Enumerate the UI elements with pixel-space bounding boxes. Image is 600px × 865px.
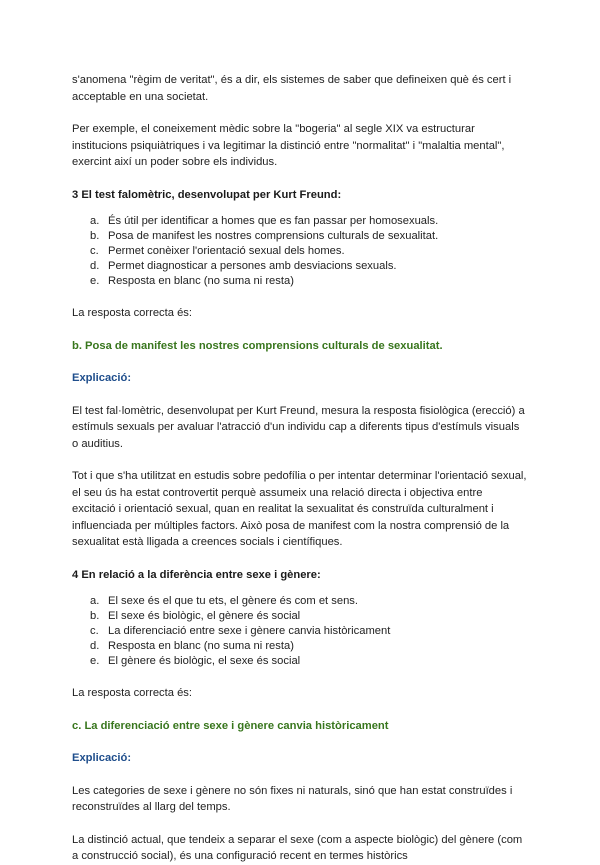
question-3-option-b (90, 229, 528, 244)
question-3-option-d (90, 259, 528, 274)
question-4-explanation-label: Explicació: (72, 752, 132, 764)
question-4-option-a (90, 594, 528, 609)
option-letter: d. (90, 640, 100, 652)
question-4-option-e (90, 654, 528, 669)
question-4-options (72, 594, 528, 669)
option-text: La diferenciació entre sexe i gènere canvia històricament (108, 625, 391, 637)
question-3-explanation-paragraph-2: Tot i que s'ha utilitzat en estudis sobre pedofília o per intentar determinar l'orientació sexual, el seu ús ha estat controvertit perquè assumeix una relació directa i objectiva entre excitació i orientació sexual, quan en realitat la sexualitat és construïda culturalment i influenciada per múltiples factors. Això posa de manifest com la nostra comprensió de la sexualitat està lligada a creences socials i científiques. (72, 470, 527, 548)
question-4-explanation-paragraph-1: Les categories de sexe i gènere no són fixes ni naturals, sinó que han estat construïdes i reconstruïdes al llarg del temps. (72, 784, 513, 813)
question-3-correct-label: La resposta correcta és: (72, 307, 193, 319)
question-3-option-a (90, 214, 528, 229)
intro-continuation-paragraph: s'anomena "règim de veritat", és a dir, els sistemes de saber que defineixen què és cert i acceptable en una societat. (72, 74, 512, 103)
option-letter: a. (90, 595, 100, 607)
question-3-correct-answer: b. Posa de manifest les nostres comprensions culturals de sexualitat. (72, 339, 443, 352)
option-text: Permet diagnosticar a persones amb desviacions sexuals. (108, 260, 397, 272)
question-3-option-c (90, 244, 528, 259)
option-letter: b. (90, 230, 100, 242)
option-letter: b. (90, 610, 100, 622)
question-3-heading: 3 El test falomètric, desenvolupat per Kurt Freund: (72, 188, 342, 201)
option-letter: c. (90, 625, 99, 637)
question-3-explanation-label: Explicació: (72, 372, 132, 384)
option-letter: a. (90, 215, 100, 227)
question-3-option-e (90, 274, 528, 289)
question-3-options (72, 214, 528, 289)
option-text: El sexe és biològic, el gènere és social (108, 610, 301, 622)
option-text: És útil per identificar a homes que es fan passar per homosexuals. (108, 215, 439, 227)
option-letter: d. (90, 260, 100, 272)
option-text: El gènere és biològic, el sexe és social (108, 655, 301, 667)
option-letter: e. (90, 655, 100, 667)
question-4-correct-label: La resposta correcta és: (72, 687, 193, 699)
question-4-correct-answer: c. La diferenciació entre sexe i gènere canvia històricament (72, 719, 389, 732)
question-4-option-c (90, 624, 528, 639)
option-letter: e. (90, 275, 100, 287)
option-text: El sexe és el que tu ets, el gènere és com et sens. (108, 595, 358, 607)
option-text: Resposta en blanc (no suma ni resta) (108, 640, 294, 652)
document-page (72, 72, 528, 865)
option-text: Permet conèixer l'orientació sexual dels homes. (108, 245, 345, 257)
option-text: Posa de manifest les nostres comprensions culturals de sexualitat. (108, 230, 439, 242)
intro-example-paragraph: Per exemple, el coneixement mèdic sobre la "bogeria" al segle XIX va estructurar institucions psiquiàtriques i va legitimar la distinció entre "normalitat" i "malaltia mental", exercint així un poder sobre els individus. (72, 123, 505, 168)
question-4-option-b (90, 609, 528, 624)
question-4-option-d (90, 639, 528, 654)
question-4-explanation-paragraph-2: La distinció actual, que tendeix a separar el sexe (com a aspecte biològic) del gènere (com a construcció social), és una configuració recent en termes històrics (72, 833, 523, 862)
question-4-heading: 4 En relació a la diferència entre sexe i gènere: (72, 568, 321, 581)
option-text: Resposta en blanc (no suma ni resta) (108, 275, 294, 287)
option-letter: c. (90, 245, 99, 257)
question-3-explanation-paragraph-1: El test fal·lomètric, desenvolupat per Kurt Freund, mesura la resposta fisiològica (erecció) a estímuls sexuals per avaluar l'atracció d'un individu cap a diferents tipus d'estímuls visuals o auditius. (72, 404, 525, 450)
